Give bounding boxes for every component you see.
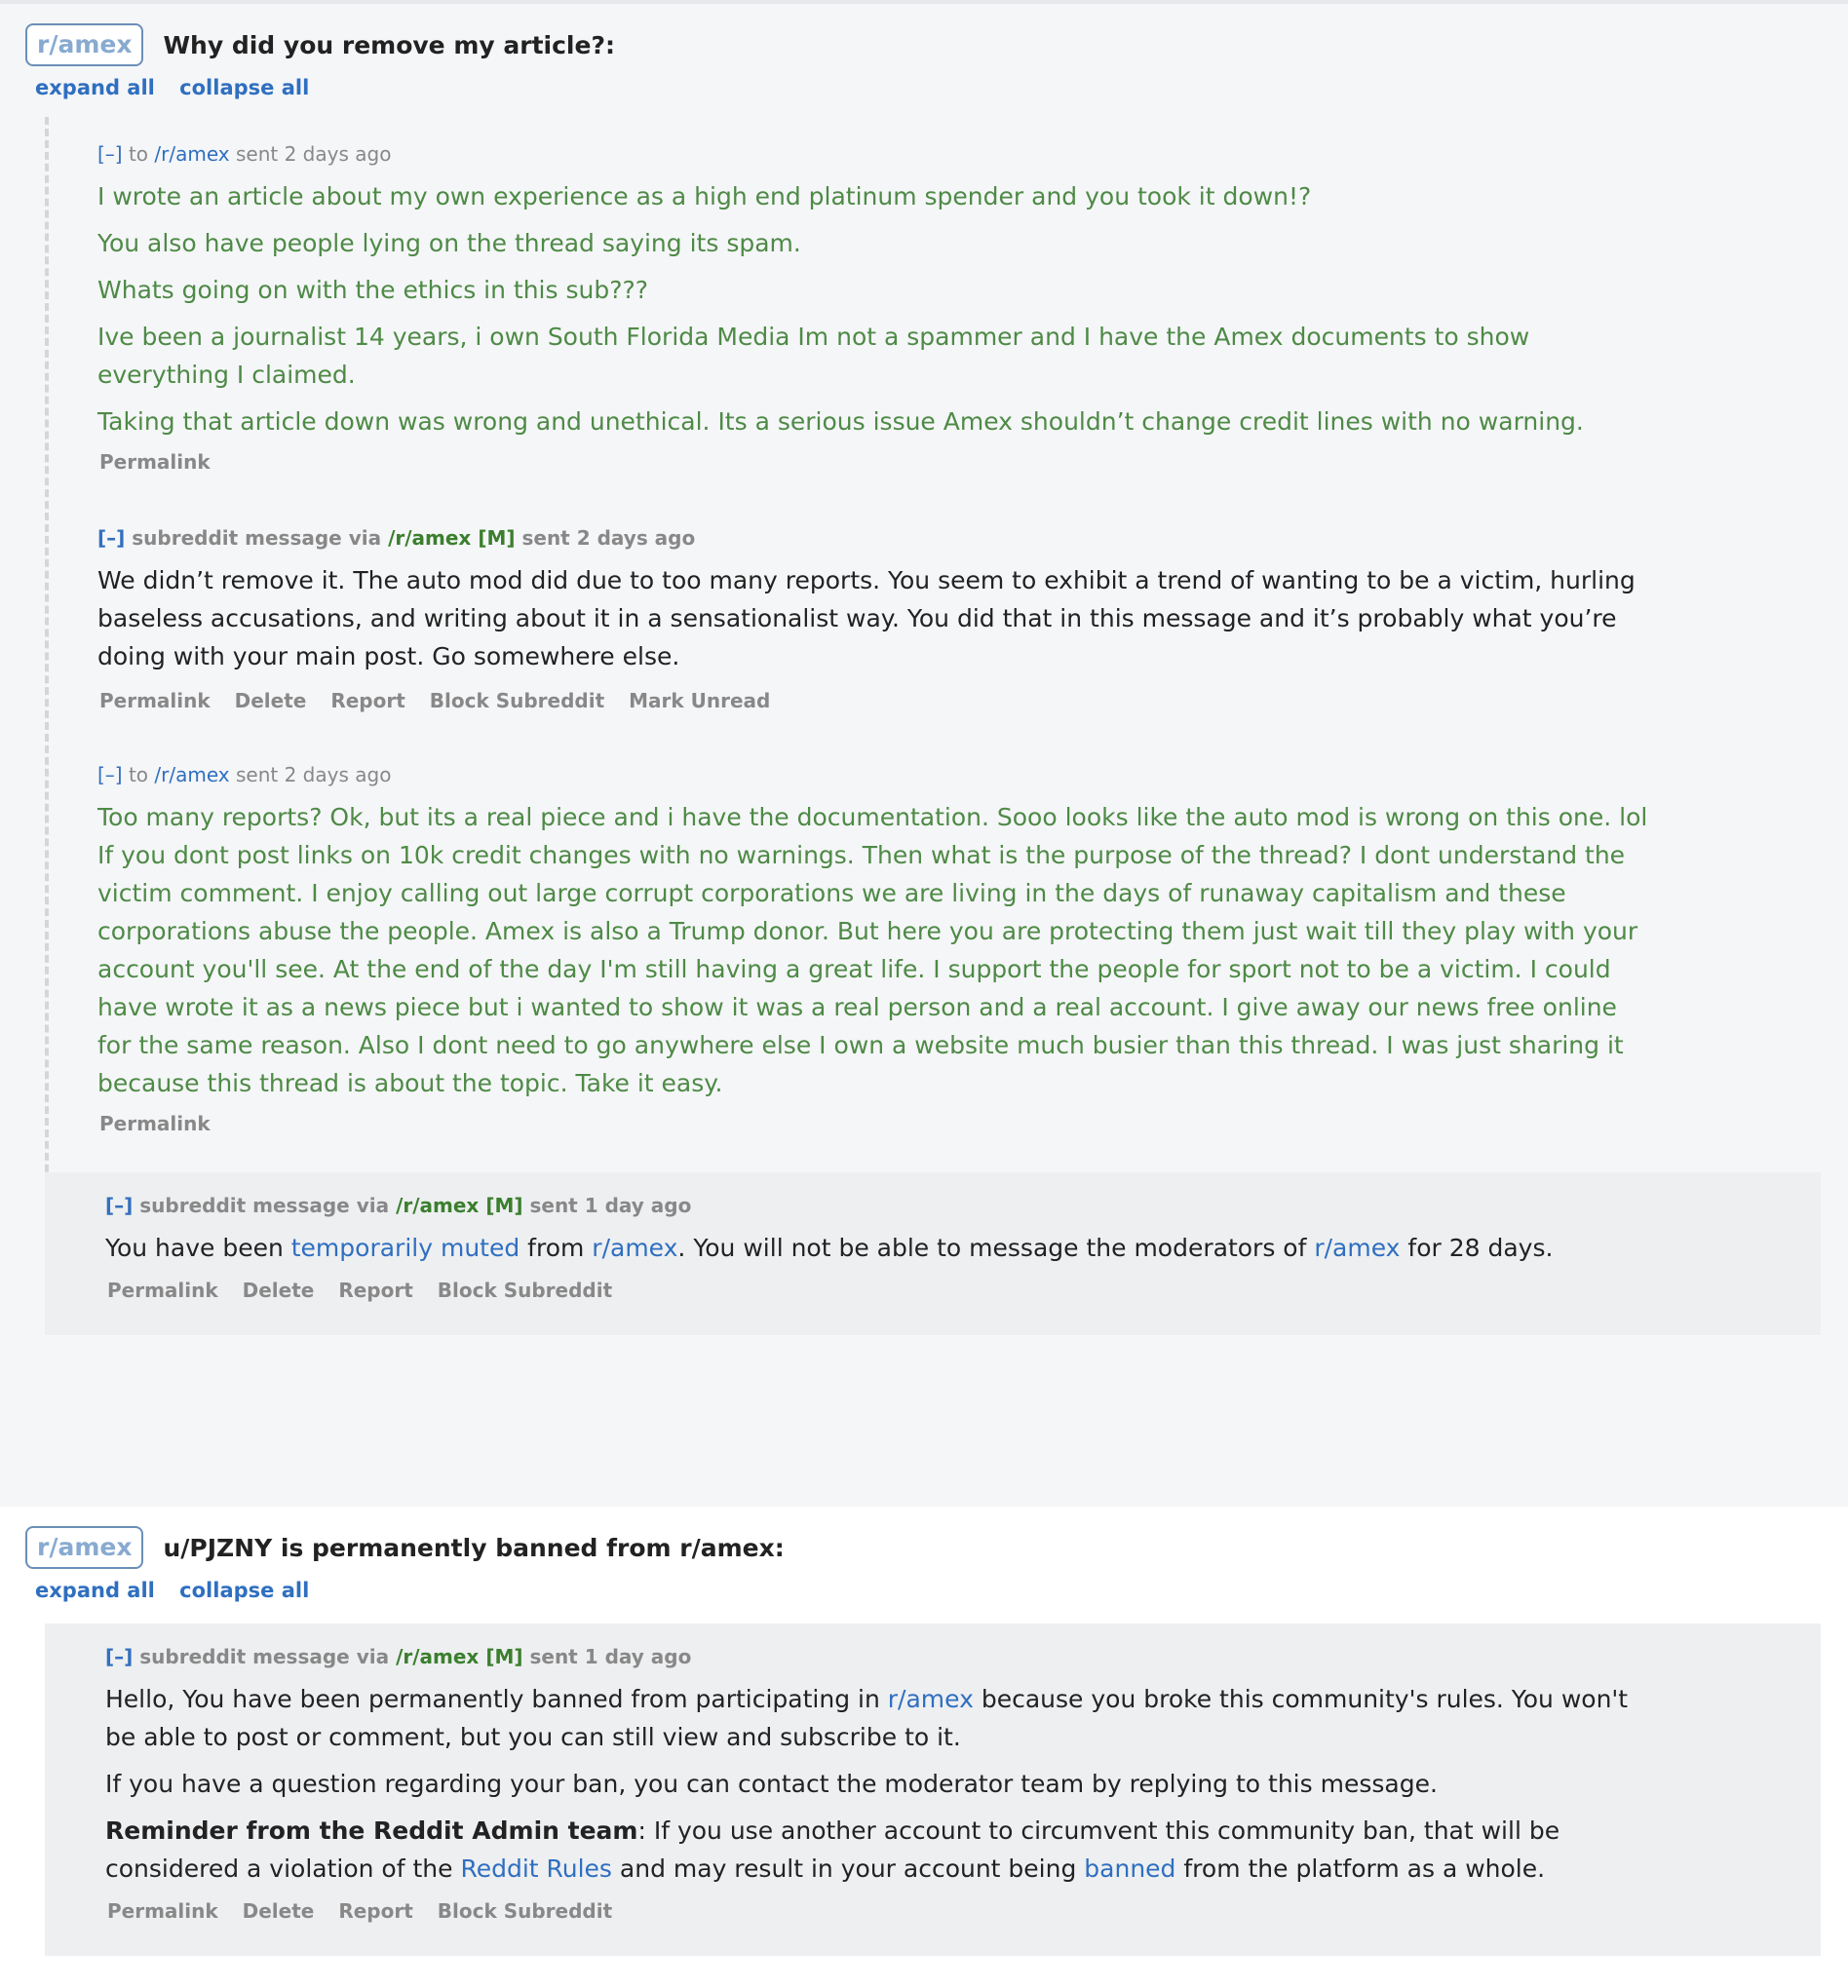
message-prefix: subreddit message via	[132, 526, 382, 550]
subreddit-link[interactable]: /r/amex	[154, 142, 230, 166]
message-body	[97, 798, 1657, 1102]
message-paragraph: If you have a question regarding your ban, you can contact the moderator team by replying to this message.	[105, 1770, 1438, 1798]
message-actions	[97, 450, 1821, 474]
text: Hello, You have been permanently banned from participating in	[105, 1685, 888, 1713]
thread-controls	[35, 76, 327, 99]
text: because you broke this community's rules. You won't be able to post or comment, but you can still view and subscribe to it.	[105, 1685, 1629, 1751]
message-body	[97, 561, 1657, 675]
message-paragraph	[105, 1812, 1665, 1888]
text: . You will not be able to message the moderators of	[677, 1234, 1315, 1262]
message-paragraph: You also have people lying on the thread saying its spam.	[97, 229, 801, 257]
message-actions	[97, 689, 1821, 712]
message-header	[105, 1643, 1821, 1670]
text: for 28 days.	[1400, 1234, 1554, 1262]
block-subreddit-button[interactable]: Block Subreddit	[437, 1279, 613, 1302]
thread-title: Why did you remove my article?:	[163, 30, 615, 59]
message	[49, 712, 1821, 1172]
message-paragraph: I wrote an article about my own experience as a high end platinum spender and you took it down!?	[97, 182, 1312, 210]
delete-button[interactable]: Delete	[242, 1279, 315, 1302]
thread-header	[25, 23, 615, 66]
permalink-button[interactable]: Permalink	[99, 689, 211, 712]
message-time: sent 1 day ago	[529, 1194, 692, 1217]
expand-all-link[interactable]: expand all	[35, 1579, 155, 1602]
message-time: sent 2 days ago	[236, 763, 392, 786]
text: You have been	[105, 1234, 291, 1262]
block-subreddit-button[interactable]: Block Subreddit	[437, 1899, 613, 1923]
delete-button[interactable]: Delete	[242, 1899, 315, 1923]
message-actions	[105, 1899, 1821, 1923]
message-highlighted	[45, 1172, 1821, 1335]
moderator-tag: [M]	[485, 1194, 523, 1217]
collapse-toggle[interactable]: [–]	[97, 142, 123, 166]
message-paragraph: Whats going on with the ethics in this sub???	[97, 276, 649, 304]
message-header	[97, 524, 1821, 552]
thread-controls	[35, 1579, 327, 1602]
text: : If you use another account to circumvent this community ban, that will be considered a violation of the	[105, 1816, 1560, 1883]
message-list	[45, 117, 1821, 1335]
collapse-all-link[interactable]: collapse all	[179, 1579, 310, 1602]
message-actions	[97, 1112, 1821, 1135]
subreddit-badge[interactable]: r/amex	[25, 1526, 143, 1569]
message-highlighted	[45, 1624, 1821, 1956]
thread-header	[25, 1526, 785, 1569]
mark-unread-button[interactable]: Mark Unread	[629, 689, 771, 712]
report-button[interactable]: Report	[338, 1279, 413, 1302]
admin-reminder-label: Reminder from the Reddit Admin team	[105, 1816, 638, 1845]
message-header	[105, 1192, 1821, 1219]
message-prefix: subreddit message via	[139, 1194, 390, 1217]
subreddit-link[interactable]: r/amex	[592, 1234, 678, 1262]
subreddit-link[interactable]: r/amex	[887, 1685, 974, 1713]
collapse-toggle[interactable]: [–]	[105, 1194, 134, 1217]
message-time: sent 1 day ago	[529, 1645, 692, 1668]
collapse-toggle[interactable]: [–]	[97, 526, 126, 550]
message-paragraph: Taking that article down was wrong and unethical. Its a serious issue Amex shouldn’t change credit lines with no warning.	[97, 407, 1584, 436]
collapse-toggle[interactable]: [–]	[105, 1645, 134, 1668]
text: and may result in your account being	[611, 1854, 1085, 1883]
subreddit-link[interactable]: /r/amex	[388, 526, 472, 550]
collapse-toggle[interactable]: [–]	[97, 763, 123, 786]
permalink-button[interactable]: Permalink	[99, 450, 211, 474]
report-button[interactable]: Report	[338, 1899, 413, 1923]
message	[49, 117, 1821, 474]
delete-button[interactable]: Delete	[234, 689, 307, 712]
thread-title: u/PJZNY is permanently banned from r/amex:	[163, 1533, 785, 1562]
message-paragraph: Ive been a journalist 14 years, i own South Florida Media Im not a spammer and I have the Amex documents to show everything I claimed.	[97, 323, 1530, 389]
message-body	[105, 1680, 1665, 1888]
moderator-tag: [M]	[485, 1645, 523, 1668]
collapse-all-link[interactable]: collapse all	[179, 76, 310, 99]
temporarily-muted-link[interactable]: temporarily muted	[290, 1234, 520, 1262]
permalink-button[interactable]: Permalink	[99, 1112, 211, 1135]
message-prefix: subreddit message via	[139, 1645, 390, 1668]
message-body	[105, 1229, 1665, 1267]
subreddit-link[interactable]: /r/amex	[396, 1194, 480, 1217]
message-paragraph: We didn’t remove it. The auto mod did due to too many reports. You seem to exhibit a trend of wanting to be a victim, hurling baseless accusations, and writing about it in a sensationalist way. You did that in this message and it’s probably what you’re doing with your main post. Go somewhere else.	[97, 566, 1636, 670]
reddit-rules-link[interactable]: Reddit Rules	[460, 1854, 612, 1883]
moderator-tag: [M]	[478, 526, 516, 550]
message-thread	[0, 1507, 1848, 1988]
message-paragraph	[105, 1229, 1665, 1267]
message-time: sent 2 days ago	[236, 142, 392, 166]
message	[49, 474, 1821, 712]
text: from the platform as a whole.	[1175, 1854, 1546, 1883]
message-prefix: to	[128, 142, 149, 166]
report-button[interactable]: Report	[330, 689, 405, 712]
subreddit-link[interactable]: /r/amex	[154, 763, 230, 786]
message-list	[45, 1624, 1821, 1956]
message-header	[97, 140, 1821, 168]
message-paragraph	[105, 1680, 1665, 1756]
message-header	[97, 761, 1821, 788]
message-paragraph: Too many reports? Ok, but its a real piece and i have the documentation. Sooo looks like the auto mod is wrong on this one. lol If you dont post links on 10k credit changes with no warnings. Then what is the purpose of the thread? I dont understand the victim comment. I enjoy calling out large corrupt corporations we are living in the days of runaway capitalism and these corporations abuse the people. Amex is also a Trump donor. But here you are protecting them just wait till they play with your account you'll see. At the end of the day I'm still having a great life. I support the people for sport not to be a victim. I could have wrote it as a news piece but i wanted to show it was a real person and a real account. I give away our news free online for the same reason. Also I dont need to go anywhere else I own a website much busier than this thread. I was just sharing it because this thread is about the topic. Take it easy.	[97, 803, 1648, 1097]
subreddit-link[interactable]: r/amex	[1314, 1234, 1401, 1262]
subreddit-badge[interactable]: r/amex	[25, 23, 143, 66]
text: from	[520, 1234, 593, 1262]
message-prefix: to	[128, 763, 149, 786]
block-subreddit-button[interactable]: Block Subreddit	[429, 689, 605, 712]
permalink-button[interactable]: Permalink	[107, 1279, 218, 1302]
message-time: sent 2 days ago	[521, 526, 696, 550]
subreddit-link[interactable]: /r/amex	[396, 1645, 480, 1668]
message-body	[97, 177, 1657, 440]
permalink-button[interactable]: Permalink	[107, 1899, 218, 1923]
banned-link[interactable]: banned	[1084, 1854, 1176, 1883]
expand-all-link[interactable]: expand all	[35, 76, 155, 99]
message-actions	[105, 1279, 1821, 1302]
